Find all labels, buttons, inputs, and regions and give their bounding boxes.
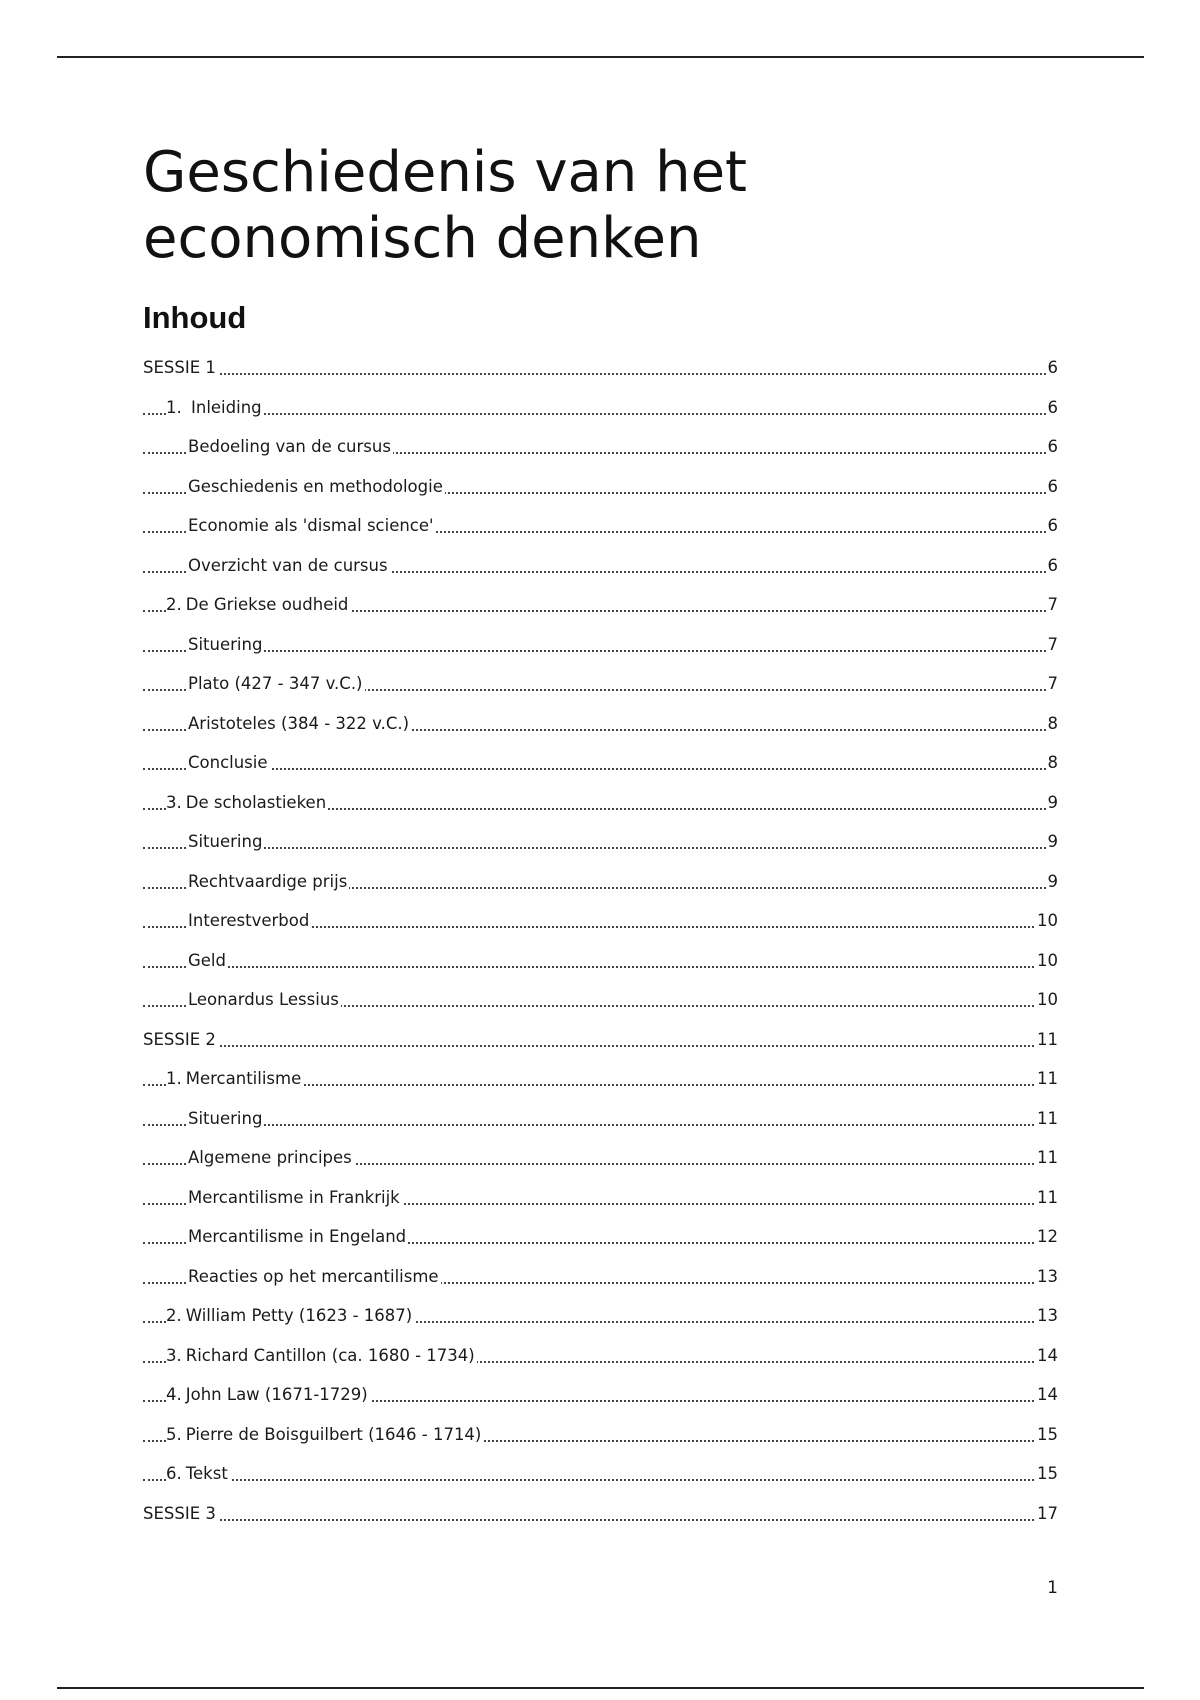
toc-entry-label [188, 951, 228, 970]
toc-entry-page: 9 [1046, 862, 1059, 902]
toc-entry-number: 1. [166, 1069, 182, 1088]
toc-entry-page: 10 [1035, 980, 1058, 1020]
toc-dot-leader [143, 373, 1058, 375]
toc-entry-text: Geld [188, 950, 226, 970]
toc-entry[interactable] [143, 1020, 1058, 1060]
toc-entry-page: 6 [1046, 427, 1059, 467]
toc-entry-label [188, 1227, 408, 1246]
toc-entry-page: 17 [1035, 1494, 1058, 1534]
toc-entry-label [166, 793, 328, 812]
toc-entry-text: John Law (1671-1729) [185, 1385, 368, 1404]
toc-entry-text: Overzicht van de cursus [188, 555, 388, 575]
toc-entry-page: 13 [1035, 1296, 1058, 1336]
toc-entry[interactable] [143, 1099, 1058, 1139]
toc-entry-text: Conclusie [188, 753, 268, 772]
toc-entry-text: Rechtvaardige prijs [188, 871, 348, 891]
toc-entry[interactable] [143, 1217, 1058, 1257]
toc-dot-leader [143, 1045, 1058, 1047]
toc-entry-page: 7 [1046, 585, 1059, 625]
document-title: Geschiedenis van het economisch denken [143, 140, 747, 271]
toc-entry[interactable] [143, 388, 1058, 428]
toc-entry-page: 6 [1046, 506, 1059, 546]
toc-dot-leader [143, 1479, 1058, 1481]
toc-dot-leader [143, 413, 1058, 415]
toc-entry-page: 6 [1046, 388, 1059, 428]
toc-dot-leader [143, 966, 1058, 968]
toc-entry[interactable] [143, 585, 1058, 625]
toc-entry-number: 6. [166, 1464, 182, 1483]
toc-entry-number: 3. [166, 1345, 182, 1365]
toc-entry-text: Richard Cantillon (ca. 1680 - 1734) [185, 1345, 475, 1365]
toc-entry-page: 11 [1035, 1020, 1058, 1060]
toc-entry-number: 2. [166, 595, 182, 614]
toc-entry[interactable] [143, 1375, 1058, 1415]
toc-entry-text: SESSIE 2 [143, 1029, 216, 1049]
toc-entry-text: Pierre de Boisguilbert (1646 - 1714) [185, 1424, 482, 1444]
toc-entry-label [188, 674, 365, 693]
toc-entry[interactable] [143, 980, 1058, 1020]
toc-entry-page: 8 [1046, 704, 1059, 744]
toc-entry-label [188, 1109, 264, 1128]
toc-dot-leader [143, 768, 1058, 770]
toc-entry[interactable] [143, 1138, 1058, 1178]
toc-dot-leader [143, 650, 1058, 652]
toc-entry-text: SESSIE 1 [143, 358, 216, 377]
toc-entry-label [166, 595, 350, 614]
toc-entry-page: 10 [1035, 901, 1058, 941]
toc-entry-label [143, 1504, 218, 1523]
toc-entry-label [166, 1385, 370, 1404]
toc-entry-text: Interestverbod [188, 911, 310, 930]
toc-entry-label [166, 1069, 303, 1088]
toc-entry[interactable] [143, 704, 1058, 744]
toc-entry-text: Reacties op het mercantilisme [188, 1266, 439, 1286]
toc-entry-label [188, 477, 445, 496]
toc-entry-label [188, 872, 349, 891]
toc-entry-text: Algemene principes [188, 1148, 352, 1167]
toc-dot-leader [143, 847, 1058, 849]
table-of-contents [143, 348, 1058, 1533]
toc-entry-page: 6 [1046, 467, 1059, 507]
toc-entry-label [188, 1148, 354, 1167]
toc-entry-label [143, 358, 218, 377]
toc-entry[interactable] [143, 664, 1058, 704]
toc-entry[interactable] [143, 427, 1058, 467]
toc-entry[interactable] [143, 1296, 1058, 1336]
toc-entry-text: Plato (427 - 347 v.C.) [188, 674, 363, 693]
toc-entry-page: 13 [1035, 1257, 1058, 1297]
toc-entry-label [188, 1267, 441, 1286]
toc-entry[interactable] [143, 1059, 1058, 1099]
toc-entry-text: Bedoeling van de cursus [188, 437, 391, 456]
toc-entry-page: 14 [1035, 1375, 1058, 1415]
toc-entry-label [188, 990, 341, 1009]
toc-entry-text: De scholastieken [185, 792, 327, 812]
toc-entry[interactable] [143, 467, 1058, 507]
toc-entry[interactable] [143, 1178, 1058, 1218]
toc-entry-number: 1. [166, 397, 182, 417]
page-bottom-rule [57, 1687, 1144, 1689]
toc-entry-label [166, 1425, 483, 1444]
toc-entry[interactable] [143, 506, 1058, 546]
toc-entry-text: Mercantilisme in Frankrijk [188, 1187, 400, 1207]
toc-entry-label [143, 1030, 218, 1049]
toc-entry-page: 7 [1046, 625, 1059, 665]
toc-entry-page: 11 [1035, 1138, 1058, 1178]
toc-entry[interactable] [143, 1494, 1058, 1534]
toc-entry-label [188, 1188, 402, 1207]
toc-entry[interactable] [143, 862, 1058, 902]
toc-entry-label [188, 753, 270, 772]
toc-entry-page: 11 [1035, 1059, 1058, 1099]
toc-heading: Inhoud [143, 300, 247, 335]
toc-entry-number: 2. [166, 1306, 182, 1325]
toc-entry-page: 14 [1035, 1336, 1058, 1376]
toc-entry-text: Tekst [185, 1464, 228, 1483]
toc-entry[interactable] [143, 941, 1058, 981]
toc-entry[interactable] [143, 1454, 1058, 1494]
toc-entry-text: Leonardus Lessius [188, 990, 339, 1009]
toc-entry-label [188, 516, 436, 535]
toc-entry-label [188, 556, 390, 575]
toc-entry-page: 15 [1035, 1415, 1058, 1455]
toc-entry-number: 3. [166, 792, 182, 812]
toc-entry-label [166, 1464, 230, 1483]
toc-entry[interactable] [143, 1257, 1058, 1297]
toc-entry-number: 5. [166, 1424, 182, 1444]
toc-entry-label [166, 1306, 414, 1325]
toc-entry[interactable] [143, 625, 1058, 665]
toc-entry-text: Aristoteles (384 - 322 v.C.) [188, 713, 410, 733]
toc-dot-leader [143, 1519, 1058, 1521]
toc-entry[interactable] [143, 546, 1058, 586]
toc-entry-number: 4. [166, 1385, 182, 1404]
toc-entry-label [188, 832, 264, 851]
toc-entry[interactable] [143, 348, 1058, 388]
toc-entry-page: 11 [1035, 1178, 1058, 1218]
toc-entry-page: 8 [1046, 743, 1059, 783]
toc-entry-page: 7 [1046, 664, 1059, 704]
toc-entry-text: Situering [188, 832, 263, 851]
toc-entry-page: 15 [1035, 1454, 1058, 1494]
toc-entry-page: 6 [1046, 348, 1059, 388]
toc-entry-label [188, 714, 411, 733]
toc-entry[interactable] [143, 783, 1058, 823]
toc-entry-page: 6 [1046, 546, 1059, 586]
toc-entry-label [188, 437, 393, 456]
page-number: 1 [1047, 1578, 1058, 1598]
toc-entry-text: SESSIE 3 [143, 1503, 216, 1523]
toc-entry-text: Mercantilisme in Engeland [188, 1227, 407, 1246]
toc-entry-page: 9 [1046, 822, 1059, 862]
toc-entry-page: 10 [1035, 941, 1058, 981]
toc-entry-label [166, 1346, 477, 1365]
toc-entry-text: Mercantilisme [185, 1069, 302, 1088]
toc-entry-text: De Griekse oudheid [185, 595, 349, 614]
toc-entry-label [188, 635, 264, 654]
toc-entry[interactable] [143, 822, 1058, 862]
toc-entry[interactable] [143, 1336, 1058, 1376]
toc-entry[interactable] [143, 1415, 1058, 1455]
toc-entry-text: Geschiedenis en methodologie [188, 476, 443, 496]
toc-entry-label [188, 911, 311, 930]
toc-entry-text: Situering [188, 634, 263, 654]
toc-entry-page: 9 [1046, 783, 1059, 823]
toc-entry-page: 12 [1035, 1217, 1058, 1257]
toc-entry-label [166, 398, 264, 417]
toc-dot-leader [143, 1124, 1058, 1126]
toc-entry[interactable] [143, 901, 1058, 941]
page-top-rule [57, 56, 1144, 58]
toc-entry-text: Situering [188, 1108, 263, 1128]
toc-entry-text: Economie als 'dismal science' [188, 516, 434, 535]
toc-entry-page: 11 [1035, 1099, 1058, 1139]
toc-entry-text: Inleiding [185, 397, 262, 417]
toc-entry-text: William Petty (1623 - 1687) [185, 1306, 413, 1325]
toc-entry[interactable] [143, 743, 1058, 783]
